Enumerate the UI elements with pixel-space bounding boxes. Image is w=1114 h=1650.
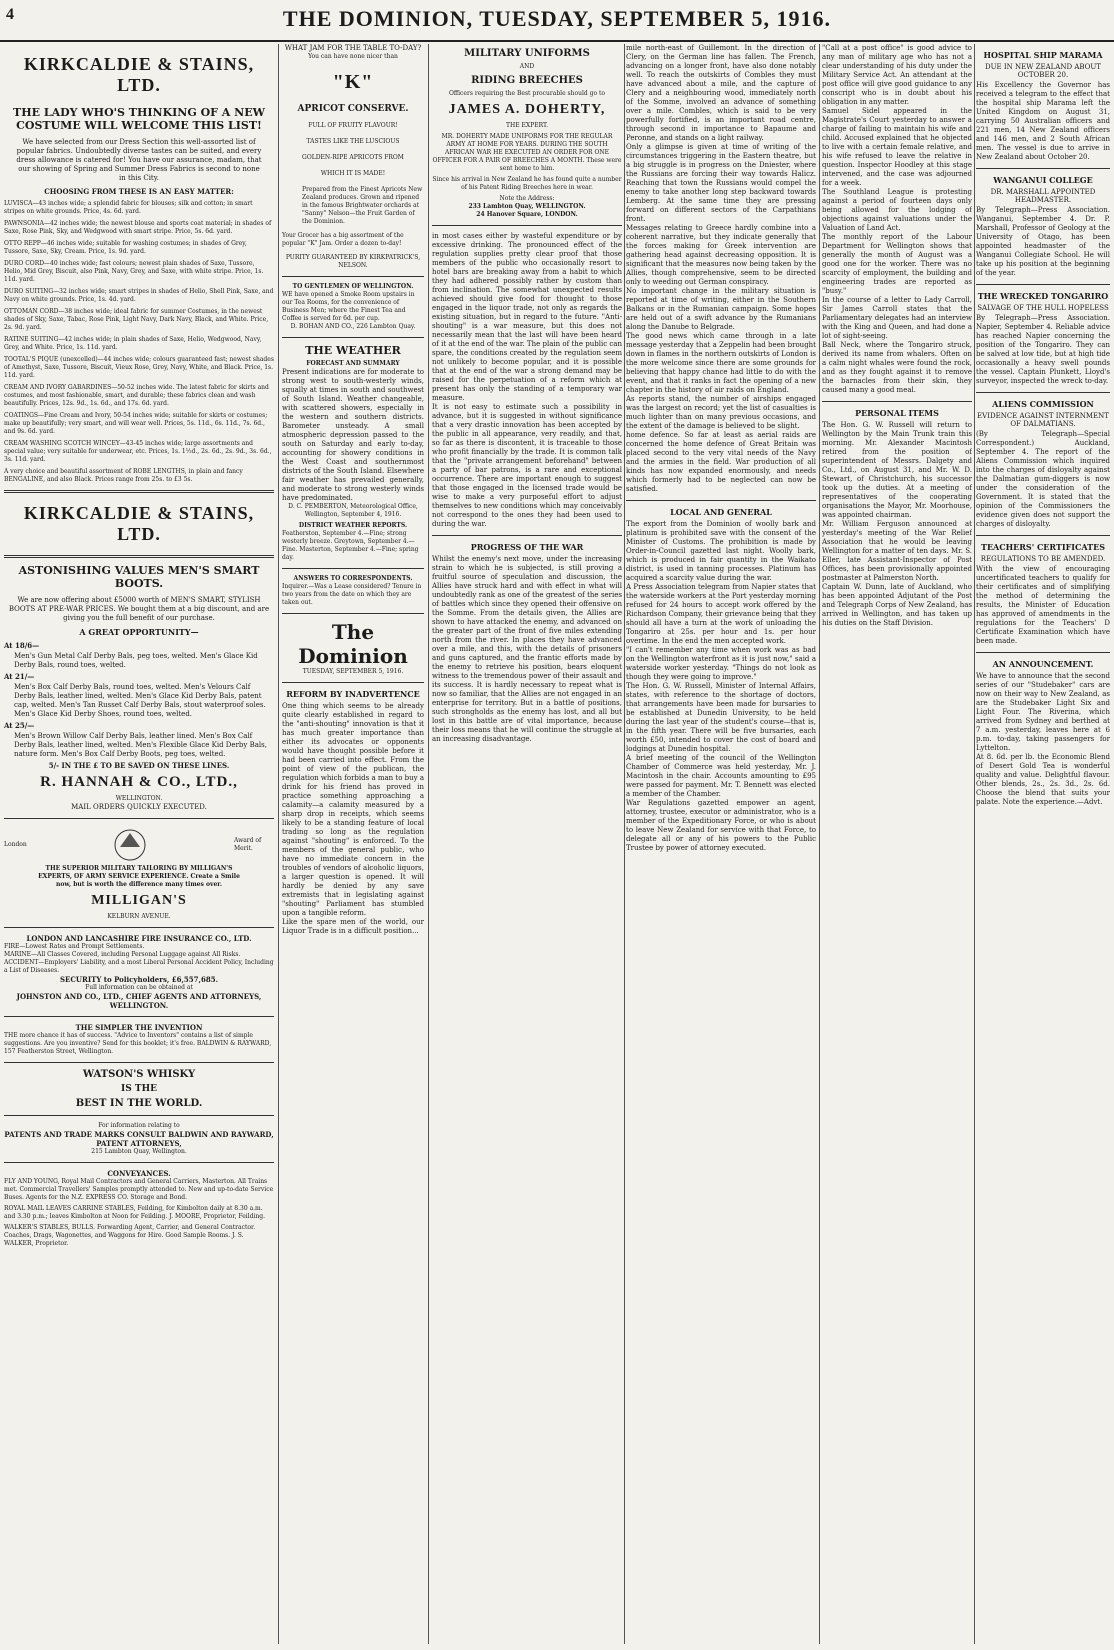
- opportunity-subhead: A GREAT OPPORTUNITY—: [79, 627, 199, 637]
- gentlemen-text: WE have opened a Smoke Room upstairs in our Tea Rooms, for the convenience of Business Men; where the Finest Tea and Coffee is served for 6d. per cup.: [282, 291, 415, 322]
- column-rule: [278, 44, 279, 1644]
- war-text-6: As reports stand, the number of airships engaged was the largest on record; yet the list of casualties is much lighter than on many previous occasions, and the extent of the damage is believed to be slight.: [626, 395, 816, 430]
- forecast-text: Present indications are for moderate to strong west to south-westerly winds, squally at times in south and southwest of South Island. Weather changeable, with scattered showers, especially in the western and southern districts. Barometer unsteady. A small atmospheric depression passed to the south on Saturday and early to-day, accounting for showery conditions in the West Coast and southernmost districts of the South Island. Elsewhere fair weather has prevailed generally, and moderate to strong westerly winds have predominated.: [282, 368, 424, 502]
- mail-orders: MAIL ORDERS QUICKLY EXECUTED.: [71, 803, 207, 811]
- forecast-subhead: FORECAST AND SUMMARY: [306, 360, 400, 367]
- fabric-item: DURO CORD—40 inches wide; fast colours; newest plain shades of Saxe, Tussore, Helio, Mid Grey, Biscuit, also Pink, Navy, Grey, and Saxe, with white stripe. Price, 1s. 11d. yard.: [4, 260, 264, 283]
- fabric-item: CREAM WASHING SCOTCH WINCEY—43-45 inches wide; large assortments and special value; very suitable for underwear, etc. Prices, 1s. 1½d., 2s. 6d., 2s. 9d., 3s. 6d., 3s. 11d. yard.: [4, 440, 272, 463]
- kirkcaldie-brand-2: KIRKCALDIE & STAINS, LTD.: [23, 503, 255, 544]
- grocer-text: Your Grocer has a big assortment of the popular "K" Jam. Order a dozen to-day!: [282, 232, 404, 247]
- col5-text-2: Samuel Sidel appeared in the Magistrate's Court yesterday to answer a charge of failing to maintain his wife and child. Accused explained that he objected to live with a certain female relative, and his wife refused to leave the relative in question. Inspector Hoodley at this stage intervened, and the case was adjourned for a week.: [822, 107, 972, 187]
- page-number: 4: [6, 6, 14, 23]
- doherty-text: MR. DOHERTY MADE UNIFORMS FOR THE REGULAR ARMY AT HOME FOR YEARS. DURING THE SOUTH AFRICAN WAR HE EXECUTED AN ORDER FOR ONE OFFICER FOR A PAIR OF BREECHES A MONTH. These were sent home to him.: [432, 133, 622, 172]
- teachers-heading: TEACHERS' CERTIFICATES: [981, 542, 1105, 552]
- patents-heading: PATENTS AND TRADE MARKS CONSULT BALDWIN AND RAYWARD, PATENT ATTORNEYS,: [4, 1130, 274, 1148]
- and-word: AND: [519, 63, 535, 70]
- local-text: The export from the Dominion of woolly bark and platinum is prohibited save with the consent of the Minister of Customs. The prohibition is made by Order-in-Council gazetted last night. Woolly bark, which is produced in fair quantity in the Waikato district, is used in tanning processes. Platinum has acquired a scarcity value during the war.: [626, 520, 816, 582]
- stables-ad: ROYAL MAIL LEAVES CARRINE STABLES, Feilding, for Kimbolton daily at 8.30 a.m. and 3.30 p.m.; leaves Kimbolton at Noon for Feilding. J. MOORE, Proprietor, Feilding.: [4, 1205, 265, 1220]
- column-rule: [819, 44, 820, 1644]
- answers-text: Inquirer.—Was a Lease considered? Tenure in two years from the date on which they are taken out.: [282, 583, 422, 606]
- announcement-text-2: At 8. 6d. per lb. the Economic Blend of Desert Gold Tea is wonderful quality and value. Delightful flavour. Other blends, 2s., 2s. 3d., 2s. 6d. Choose the blend that suits your palate. Note the experience.—Advt.: [976, 753, 1110, 806]
- price-items: Men's Box Calf Derby Bals, round toes, welted. Men's Velours Calf Derby Bals, leather lined, welted. Men's Glace Kid Derby Bals, patent cap, welted. Men's Tan Russet Calf Derby Bals, stout waterproof soles. Men's Glace Kid Derby Shoes, round toes, welted.: [14, 683, 266, 718]
- answers-heading: ANSWERS TO CORRESPONDENTS.: [293, 575, 413, 582]
- progress-heading: PROGRESS OF THE WAR: [470, 542, 584, 552]
- dominion-date: TUESDAY, SEPTEMBER 5, 1916.: [302, 668, 404, 675]
- weather-heading: THE WEATHER: [305, 344, 401, 357]
- war-text-3: Messages relating to Greece hardly combine into a coherent narrative, but they indicate generally that the forces making for Greek intervention are gathering head against decreasing opposition. It is significant that the measures now being taken by the Allies, though comprehensive, seem to be directed only to weeding out German conspiracy.: [626, 224, 816, 286]
- district-text: Featherston, September 4.—Fine; strong westerly breeze. Greytown, September 4.—Fine. Masterton, September 4.—Fine; spring day.: [282, 530, 419, 561]
- teachers-subhead: REGULATIONS TO BE AMENDED.: [980, 555, 1106, 563]
- local-text-2: A Press Association telegram from Napier states that the waterside workers at the Port yesterday morning refused for 24 hours to accept work offered by the Richardson Company, their grievance being that they should all have a turn at the work of unloading the Tongariro at 25s. per hour and 1s. per hour overtime. In the end the men accepted work.: [626, 583, 816, 645]
- fly-young-ad: FLY AND YOUNG, Royal Mail Contractors and General Carriers, Masterton. All Trains met. Commercial Travellers' Samples promptly attended to. New and up-to-date Service Buses. Agents for the N.Z. EXPRESS CO. Storage and Bond.: [4, 1178, 274, 1201]
- wrecked-subhead: SALVAGE OF THE HULL HOPELESS: [977, 304, 1109, 312]
- savings-note: 5/- IN THE £ TO BE SAVED ON THESE LINES.: [48, 761, 230, 770]
- jam-question: WHAT JAM FOR THE TABLE TO-DAY?: [284, 44, 422, 52]
- milligans-brand: MILLIGAN'S: [91, 893, 187, 908]
- apricot-title: APRICOT CONSERVE.: [297, 104, 409, 114]
- reform-text: One thing which seems to be already quite clearly established in regard to the "anti-shouting" innovation is that it has much greater importance than either its advocates or opponents would have thought possible before it had been carried into effect. From the point of view of the publican, the regulation which forbids a man to buy a drink for his friend has proved in practice something approaching a calamity—a calamity measured by a sharp drop in receipts, which seems likely to be a standing feature of local trading so long as the regulation against "shouting" is enforced. To the members of the general public, who have no immediate concern in the troubles of vendors of alcoholic liquors, a larger question is opened. It will hardly be denied by any save extremists that in legislating against "shouting" Parliament has stumbled upon a tangible reform.: [282, 702, 424, 917]
- personal-text-3: Captain W. Dunn, late of Auckland, who has been appointed Adjutant of the Post and Telegraph Corps of New Zealand, has arrived in Wellington, and has taken up his duties on the Staff Division.: [822, 583, 972, 627]
- column-4: [626, 44, 816, 1644]
- jam-answer: You can have none nicer than: [308, 53, 398, 60]
- insurance-fire: FIRE—Lowest Rates and Prompt Settlements.: [4, 943, 145, 950]
- column-2: [282, 44, 424, 1644]
- fabric-item: A very choice and beautiful assortment of ROBE LENGTHS, in plain and fancy BENGALINE, and also Black. Prices range from 25s. to £3 5s.: [4, 468, 243, 483]
- column-5: [822, 44, 972, 1644]
- hannah-city: WELLINGTON.: [115, 795, 163, 802]
- price-label: At 25/—: [4, 721, 35, 730]
- full-flavour: FULL OF FRUITY FLAVOUR!: [308, 122, 398, 129]
- costume-intro: We have selected from our Dress Section this well-assorted list of popular fabrics. Undoubtedly diverse tastes can be suited, and every dress allowance is catered for! You have our assurance, madam, that our showing of Spring and Summer Dress Fabrics is second to none in this City.: [16, 138, 262, 182]
- military-firm: THE SUPERIOR MILITARY TAILORING BY MILLIGAN'S EXPERTS, OF ARMY SERVICE EXPERIENCE. Create a Smile now, but is worth the difference many times over.: [38, 865, 240, 888]
- wanganui-text: By Telegraph—Press Association. Wanganui, September 4. Dr. P. Marshall, Professor of Geology at the University of Otago, has been appointed headmaster of the Wanganui Collegiate School. He will take up his position at the beginning of the year.: [976, 206, 1110, 277]
- announcement-heading: AN ANNOUNCEMENT.: [992, 659, 1094, 669]
- column-rule: [624, 44, 625, 1644]
- patents-address: 215 Lambton Quay, Wellington.: [91, 1148, 187, 1155]
- agents-info: Full information can be obtained at: [85, 984, 193, 991]
- price-items: Men's Brown Willow Calf Derby Bals, leather lined. Men's Box Calf Derby Bals, leather lined, welted. Men's Flexible Glace Kid Derby Bals, nature form. Men's Box Calf Derby Boots, peg toes, welted.: [14, 732, 267, 758]
- dominion-nameplate: The Dominion: [298, 620, 408, 668]
- military-heading: MILITARY UNIFORMS: [464, 48, 590, 59]
- fabric-item: OTTO REPP—46 inches wide; suitable for washing costumes; in shades of Grey, Tussore, Saxe, Sky, Cream. Price, 1s. 9d. yard.: [4, 240, 247, 255]
- local-text-5: A brief meeting of the council of the Wellington Chamber of Commerce was held yesterday, Mr. J. Macintosh in the chair. Accounts amounting to £95 were passed for payment. Mr. T. Bennett was elected a member of the Chamber.: [626, 754, 816, 798]
- district-heading: DISTRICT WEATHER REPORTS.: [298, 522, 408, 529]
- personal-text-2: Mr. William Ferguson announced at yesterday's meeting of the War Relief Association that he would be leaving Wellington for a matter of ten days. Mr. S. Eller, late Assistant-Inspector of Post Offices, has been provisionally appointed postmaster at Palmerston North.: [822, 520, 972, 582]
- editorial-text-2: It is not easy to estimate such a possibility in advance, but it is suggested in without significance that a very drastic innovation has been accepted by the public in all appearance, very readily, and that, so far as there is discontent, it is traceable to those who profit financially by the trade. It is common talk that the "private arrangement beforehand" between a party of bar patrons, is a rare and exceptional occurrence. There are important enough to suggest that those engaged in the licensed trade would be wise to make a very purposeful effort to adjust themselves to new conditions which may conceivably not correspond to the ones they had been used to during the war.: [432, 403, 622, 528]
- reform-text-cont: Like the spare men of the world, our Liquor Trade is in a difficult position...: [282, 918, 424, 935]
- column-rule: [428, 44, 429, 1644]
- home-defence-text: home defence. So far at least as aerial raids are concerned the home defence of Great Britain was placed second to the very vital needs of the Navy and the armies in the field. War production of all kinds has now expanded enormously, and needs which formerly had to be neglected can now be satisfied.: [626, 431, 816, 493]
- fabric-item: LUVISCA—43 inches wide; a splendid fabric for blouses; silk and cotton; in smart stripes on white grounds. Price, 4s. 6d. yard.: [4, 200, 253, 215]
- milligans-logo-row: [4, 825, 274, 865]
- best-in-world: BEST IN THE WORLD.: [75, 1098, 203, 1109]
- masthead: [0, 0, 1114, 42]
- announcement-text: We have to announce that the second series of our "Studebaker" cars are now on their way to New Zealand, as are the Studebaker Light Six and Light Four. The Riverina, which arrived from Sydney and berthed at 7 a.m. yesterday, leaves here at 6 p.m. to-day, taking passengers for Lyttelton.: [976, 672, 1110, 752]
- advertisement-column: [4, 44, 274, 1644]
- reform-heading: REFORM BY INADVERTENCE: [286, 689, 420, 699]
- fabric-item: PAWNSONIA—42 inches wide; the newest blouse and sports coat material; in shades of Saxe, Rose Pink, Sky, and Wedgwood with smart stripe. Price, 5s. 6d. yard.: [4, 220, 272, 235]
- column-6: [976, 44, 1110, 1644]
- gentlemen-heading: TO GENTLEMEN OF WELLINGTON.: [292, 283, 414, 290]
- column-rule: [974, 44, 975, 1644]
- hospital-subhead: DUE IN NEW ZEALAND ABOUT OCTOBER 20.: [985, 63, 1101, 79]
- insurance-marine: MARINE—All Classes Covered, including Personal Luggage against All Risks.: [4, 951, 241, 958]
- fabric-item: TOOTAL'S PIQUE (unexcelled)—44 inches wide; colours guaranteed fast; newest shades of Amethyst, Saxe, Tussore, Biscuit, Vieux Rose, Grey, Navy, White, and Black. Price, 1s. 11d. yard.: [4, 356, 274, 379]
- agents-name: JOHNSTON AND CO., LTD., CHIEF AGENTS AND ATTORNEYS, WELLINGTON.: [16, 992, 262, 1010]
- newspaper-masthead-title: THE DOMINION, TUESDAY, SEPTEMBER 5, 1916.: [282, 6, 832, 31]
- local-text-3: "I can't remember any time when work was as bad on the Wellington waterfront as it is just now," said a waterside worker yesterday. "Things do not look as though they were going to improve.": [626, 646, 816, 681]
- local-text-6: War Regulations gazetted empower an agent, attorney, trustee, executor or administrator, who is a member of the Expeditionary Force, or who is about to leave New Zealand for service with that Force, to delegate all or any of his powers to the Public Trustee by power of attorney executed.: [626, 799, 816, 852]
- local-heading: LOCAL AND GENERAL: [670, 507, 772, 517]
- wanganui-heading: WANGANUI COLLEGE: [993, 175, 1093, 185]
- milligans-address: KELBURN AVENUE.: [107, 913, 171, 920]
- price-items: Men's Gun Metal Calf Derby Bals, peg toes, welted. Men's Glace Kid Derby Bals, round toes, welted.: [14, 652, 258, 669]
- aliens-subhead: EVIDENCE AGAINST INTERNMENT OF DALMATIANS.: [977, 412, 1109, 428]
- price-label: At 21/—: [4, 672, 35, 681]
- doherty-name: JAMES A. DOHERTY,: [448, 102, 606, 117]
- hospital-text: His Excellency the Governor has received a telegram to the effect that the hospital ship Marama left the United Kingdom on August 31, carrying 50 Australian officers and 221 men, 14 New Zealand officers and 146 men, and 2 South African men. The vessel is due to arrive in New Zealand about October 20.: [976, 81, 1110, 161]
- col5-text-6: Ball Neck, where the Tongariro struck, derived its name from whalers. Often on a calm night whales were found the rock, and as they fought against it to remove the barnacles from their skin, they caused many a good meal.: [822, 341, 972, 394]
- officers-text: Officers requiring the Best procurable should go to: [448, 90, 606, 97]
- address-london: 24 Hanover Square, LONDON.: [476, 211, 578, 218]
- fabric-item: RATINE SUITING—42 inches wide; in plain shades of Saxe, Helio, Wedgwood, Navy, Grey, and White. Price, 1s. 11d. yard.: [4, 336, 262, 351]
- teachers-text: With the view of encouraging uncertificated teachers to qualify for their certificates and of simplifying the method of determining the results, the Minister of Education has approved of amendments in the regulations for the Teachers' D Certificate Examination which have been made.: [976, 565, 1110, 645]
- fabric-list: [4, 200, 274, 484]
- is-the: IS THE: [121, 1084, 157, 1094]
- hannah-brand: R. HANNAH & CO., LTD.,: [40, 774, 238, 790]
- war-text-5: The good news which came through in a late message yesterday that a Zeppelin had been brought down in flames in the northern outskirts of London is the more welcome since there are some grounds for believing that happy chance had little to do with the event, and that it ranks in fact the opening of a new chapter in the history of air raids on England.: [626, 332, 816, 394]
- aliens-text: (By Telegraph—Special Correspondent.) Auckland, September 4. The report of the Aliens Commission which inquired into the charges of disloyalty against the Dalmatian gum-diggers is now under the consideration of the Government. It is stated that the opinion of the Commissioners the evidence given does not support the charges of disloyalty.: [976, 430, 1110, 528]
- crest-icon: [110, 827, 150, 863]
- security-amount: SECURITY to Policyholders, £6,557,685.: [59, 975, 219, 984]
- col5-text: "Call at a post office" is good advice to any man of military age who has not a clear understanding of his duty under the Military Service Act. An attendant at the post office will give good guidance to any conscript who is in doubt about his obligation in any matter.: [822, 44, 972, 106]
- choosing-subhead: CHOOSING FROM THESE IS AN EASY MATTER:: [44, 187, 234, 196]
- personal-heading: PERSONAL ITEMS: [855, 408, 939, 418]
- purity-text: PURITY GUARANTEED BY KIRKPATRICK'S, NELSON.: [285, 254, 421, 269]
- kirkcaldie-brand: KIRKCALDIE & STAINS, LTD.: [23, 54, 255, 95]
- war-text-4: No important change in the military situation is reported at time of writing, either in the Southern Balkans or in the Rumanian campaign. Some hopes are held out of a swift advance by the Rumanians along the Danube to Belgrade.: [626, 287, 816, 331]
- fabric-item: OTTOMAN CORD—38 inches wide; ideal fabric for summer Costumes, in the newest shades of Sky, Saxe, Tabac, Rose Pink, Light Navy, Dark Navy, Black, and White. Price, 2s. 9d. yard.: [4, 308, 269, 331]
- riding-heading: RIDING BREECHES: [471, 75, 583, 86]
- war-text: mile north-east of Guillemont. In the direction of Clery, on the German line has fallen. The French, advancing on a longer front, have also done notably well. To reach the outskirts of Combles they must have advanced about a mile, and the capture of Clery and a neighbouring wood, immediately north of the Somme, involved an advance of something over a mile. Combles, which is said to be very powerfully fortified, is an important road centre, through second in importance to Bapaume and Peronne, and stands on a light railway.: [626, 44, 816, 142]
- tastes-like: TASTES LIKE THE LUSCIOUS: [306, 138, 400, 145]
- doherty-text-2: Since his arrival in New Zealand he has found quite a number of his Patent Riding Breeches here in wear.: [432, 176, 622, 191]
- wrecked-heading: THE WRECKED TONGARIRO: [977, 291, 1109, 301]
- address-note: Note the Address:: [499, 195, 555, 202]
- column-3: [432, 44, 622, 1644]
- insurance-name: LONDON AND LANCASHIRE FIRE INSURANCE CO., LTD.: [26, 934, 252, 943]
- golden-ripe: GOLDEN-RIPE APRICOTS FROM: [302, 154, 404, 161]
- pemberton-signoff: D. C. PEMBERTON, Meteorological Office, Wellington, September 4, 1916.: [288, 503, 418, 518]
- personal-text: The Hon. G. W. Russell will return to Wellington by the Main Trunk train this morning. Mr. Alexander Macintosh retired from the position of superintendent of Messrs. Dalgety and Co., Ltd., on August 31, and Mr. W. D. Stewart, of Christchurch, his successor took up the duties. At a meeting of representatives of the cooperating organisations the Mayor, Mr. Moorhouse, was appointed chairman.: [822, 421, 972, 519]
- wanganui-subhead: DR. MARSHALL APPOINTED HEADMASTER.: [990, 188, 1096, 204]
- bohan-address: D. BOHAN AND CO., 226 Lambton Quay.: [290, 323, 416, 330]
- editorial-text: in most cases either by wasteful expenditure or by excessive drinking. The pronounced effect of the regulation supplies pretty clear proof that those members of the public who occasionally resort to hotel bars are breaking away from a habit to which they had adhered possibly rather by custom than from inclination. The somewhat unexpected results achieved should give food for thought to those engaged in the liquor trade, not only as regards the existing situation, but in regard to the future. "Anti-shouting" is a war measure, but this does not necessarily mean that the last will have been heard of it at the end of the war. The plain of the public can spare, the conditions created by the regulation seem not unlikely to become popular, and it is possible that at the end of the war a strong demand may be raised for the perpetuation of a reform which at present has only the standing of a temporary war measure.: [432, 232, 622, 402]
- fabric-item: COATINGS—Fine Cream and Ivory, 50-54 inches wide; suitable for skirts or costumes; make up beautifully; very smart, and will wear well. Prices, 5s. 11d., 6s. 11d., 7s. 6d., and 9s. 6d. yard.: [4, 412, 268, 435]
- walkers-ad: WALKER'S STABLES, BULLS. Forwarding Agent, Carrier, and General Contractor. Coaches, Drags, Wagonettes, and Waggons for Hire. Good Sample Rooms. J. S. WALKER, Proprietor.: [4, 1224, 256, 1247]
- invention-text: THE more chance it has of success. "Advice to Inventors" contains a list of simple suggestions. Are you inventive? Send for this booklet; it's free. BALDWIN & RAYWARD, 157 Featherston Street, Wellington.: [4, 1032, 272, 1055]
- col5-text-3: The Southland League is protesting against a period of fourteen days only being allowed for the lodging of objections against valuations under the Valuation of Land Act.: [822, 188, 972, 232]
- boots-headline: ASTONISHING VALUES MEN'S SMART BOOTS.: [18, 564, 260, 590]
- costume-headline: THE LADY WHO'S THINKING OF A NEW COSTUME WILL WELCOME THIS LIST!: [13, 106, 265, 132]
- aliens-heading: ALIENS COMMISSION: [992, 399, 1094, 409]
- col5-text-4: The monthly report of the Labour Department for Wellington shows that generally the month of August was a good one for the worker. There was no scarcity of employment, the building and engineering trades are reported as "busy.": [822, 233, 972, 295]
- award-label: Award of Merit.: [234, 837, 262, 852]
- hospital-heading: HOSPITAL SHIP MARAMA: [983, 50, 1103, 60]
- insurance-accident: ACCIDENT—Employers' Liability, and a most Liberal Personal Accident Policy, Including a List of Diseases.: [4, 959, 274, 974]
- london-label: London: [4, 841, 27, 848]
- wrecked-text: By Telegraph—Press Association. Napier, September 4. Reliable advice has reached Napier concerning the position of the Tongariro. They can be salved at low tide, but at high tide occasionally a heavy swell pounds the vessel. Captain Plunkett, Lloyd's surveyor, inspected the wreck to-day.: [976, 314, 1110, 385]
- expert-label: THE EXPERT.: [505, 122, 549, 129]
- fabric-item: CREAM AND IVORY GABARDINES—50-52 inches wide. The latest fabric for skirts and costumes, and most fashionable, smart, and durable; these fabrics clean and wash beautifully. Prices, 12s. 9d., 1s. 6d., and 17s. 6d. yard.: [4, 384, 269, 407]
- war-text-2: Only a glimpse is given at time of writing of the circumstances triggering in the Eastern theatre, but a big struggle is in progress on the Dniester, where the Russians are forcing their way towards Halicz. Reaching that town the Russians would compel the enemy to take another long step backward towards Lemberg. At the same time they are pressing forward on different sectors of the Carpathians front.: [626, 143, 816, 223]
- prepared-text: Prepared from the Finest Apricots New Zealand produces. Grown and ripened in the famous Brightwater orchards at "Sanny" Nelson—the Fruit Garden of the Dominion.: [302, 186, 423, 225]
- price-label: At 18/6—: [4, 641, 40, 650]
- boots-intro: We are now offering about £5000 worth of MEN'S SMART, STYLISH BOOTS AT PRE-WAR PRICES. We bought them at a big discount, and are giving you the full benefit of our purchase.: [8, 596, 270, 622]
- invention-heading: THE SIMPLER THE INVENTION: [75, 1023, 203, 1032]
- fabric-item: DURO SUITING—32 inches wide; smart stripes in shades of Helio, Shell Pink, Saxe, and Navy on white grounds. Price, 1s. 4d. yard.: [4, 288, 274, 303]
- k-brand: "K": [332, 71, 374, 93]
- conveyances-heading: CONVEYANCES.: [107, 1169, 171, 1178]
- patents-info: For information relating to: [98, 1122, 180, 1129]
- progress-text: Whilst the enemy's next move, under the increasing strain to which he is subjected, is still proving a fruitful source of speculation and discussion, the Allies have struck hard and with effect in what will undoubtedly rank as one of the greatest of the series of battles which since they opened their offensive on the Somme. From the details given, the Allies are shown to have attacked the enemy, and advanced on the greater part of the front of five miles extending north from the river. In places they have advanced over a mile, and this, with the details of prisoners and guns captured, and the frantic efforts made by the enemy to retrieve his position, bears eloquent witness to the tremendous power of their assault and its success. It is hardly necessary to repeat what is now so familiar, that the Allies are not engaged in an enterprise for territory. But in a battle of positions, such strongholds as the enemy has lost, and all but lost in this battle are of vital importance, because their loss means that he will continue the struggle at an increasing disadvantage.: [432, 555, 622, 743]
- which-made: WHICH IT IS MADE!: [320, 170, 386, 177]
- col5-text-5: In the course of a letter to Lady Carroll, Sir James Carroll states that the Parliamentary delegates had an interview with the King and Queen, and had done a lot of sight-seeing.: [822, 296, 972, 340]
- local-text-4: The Hon. G. W. Russell, Minister of Internal Affairs, states, with reference to the shortage of doctors, that arrangements have been made for bursaries to be established at Dunedin University, to be held during the last year of the student's course—that is, in the fifth year. There will be five bursaries, each worth £50, intended to cover the cost of board and lodgings at Dunedin hospital.: [626, 682, 816, 753]
- address-wellington: 233 Lambton Quay, WELLINGTON.: [468, 203, 586, 210]
- watsons-whisky: WATSON'S WHISKY: [82, 1069, 196, 1080]
